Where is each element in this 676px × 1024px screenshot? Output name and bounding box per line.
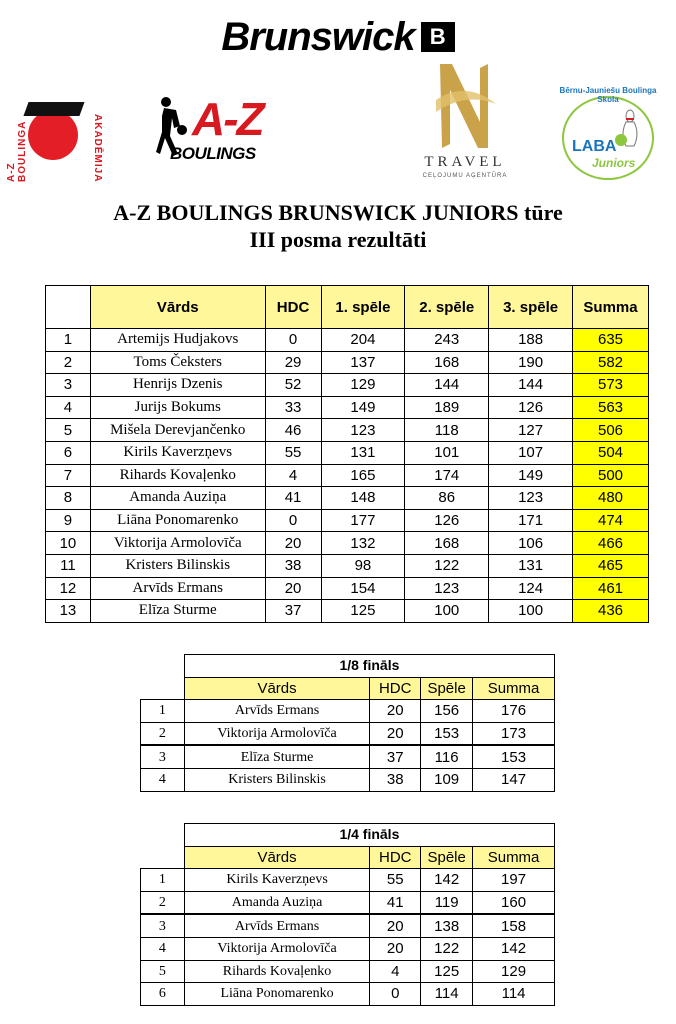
game-2-cell: 243: [405, 329, 489, 352]
boulings-logo-text: BOULINGS: [170, 144, 256, 163]
place-cell: 4: [141, 937, 185, 960]
brunswick-b-box: [421, 22, 455, 52]
header-spacer: [141, 677, 185, 700]
name-cell: Kristers Bilinskis: [184, 768, 369, 791]
hdc-cell: 20: [370, 914, 421, 937]
final-8-header-sum: Summa: [473, 677, 555, 700]
header-spacer: [141, 846, 185, 869]
place-cell: 2: [141, 722, 185, 745]
laba-logo-arc-text: Bērnu-Jauniešu Boulinga Skola: [559, 86, 657, 104]
table-row: [46, 329, 649, 352]
game-3-cell: 131: [489, 554, 573, 577]
sum-cell: 563: [573, 396, 649, 419]
table-row: [46, 374, 649, 397]
game-3-cell: 126: [489, 396, 573, 419]
place-cell: 8: [46, 487, 91, 510]
final-4-header-row: [141, 846, 555, 869]
place-cell: 3: [141, 745, 185, 768]
sum-cell: 176: [473, 700, 555, 723]
game-3-cell: 188: [489, 329, 573, 352]
laba-logo-juniors: Juniors: [592, 156, 636, 170]
sum-cell: 142: [473, 937, 555, 960]
hdc-cell: 0: [265, 509, 321, 532]
game-3-cell: 127: [489, 419, 573, 442]
travel-logo-name: TRAVEL: [424, 154, 506, 170]
name-cell: Mišela Derevjančenko: [90, 419, 265, 442]
game-cell: 138: [421, 914, 473, 937]
sum-cell: 506: [573, 419, 649, 442]
hdc-cell: 55: [265, 441, 321, 464]
game-cell: 109: [421, 768, 473, 791]
hdc-cell: 41: [370, 891, 421, 914]
table-row: [141, 700, 555, 723]
game-2-cell: 144: [405, 374, 489, 397]
table-row: [141, 891, 555, 914]
game-cell: 119: [421, 891, 473, 914]
final-4-header-game: Spēle: [421, 846, 473, 869]
header-sum: Summa: [573, 286, 649, 329]
game-cell: 116: [421, 745, 473, 768]
hdc-cell: 38: [370, 768, 421, 791]
hdc-cell: 55: [370, 869, 421, 892]
caption-spacer: [141, 824, 185, 847]
place-cell: 3: [141, 914, 185, 937]
name-cell: Arvīds Ermans: [90, 577, 265, 600]
name-cell: Artemijs Hudjakovs: [90, 329, 265, 352]
place-cell: 2: [141, 891, 185, 914]
sponsor-logos: [0, 60, 676, 185]
place-cell: 13: [46, 600, 91, 623]
place-cell: 3: [46, 374, 91, 397]
header-hdc: HDC: [265, 286, 321, 329]
game-3-cell: 106: [489, 532, 573, 555]
place-cell: 11: [46, 554, 91, 577]
hdc-cell: 46: [265, 419, 321, 442]
game-cell: 114: [421, 983, 473, 1006]
sum-cell: 466: [573, 532, 649, 555]
table-row: [141, 768, 555, 791]
az-academy-logo: [4, 82, 112, 182]
game-3-cell: 144: [489, 374, 573, 397]
game-2-cell: 118: [405, 419, 489, 442]
game-2-cell: 126: [405, 509, 489, 532]
game-3-cell: 107: [489, 441, 573, 464]
hdc-cell: 38: [265, 554, 321, 577]
game-1-cell: 98: [321, 554, 405, 577]
final-8-header-name: Vārds: [184, 677, 369, 700]
place-cell: 1: [141, 869, 185, 892]
final-4-caption: 1/4 fināls: [184, 824, 554, 847]
final-4-header-sum: Summa: [473, 846, 555, 869]
page-title: [0, 199, 676, 253]
sum-cell: 582: [573, 351, 649, 374]
sum-cell: 436: [573, 600, 649, 623]
game-cell: 156: [421, 700, 473, 723]
hdc-cell: 20: [370, 722, 421, 745]
game-cell: 142: [421, 869, 473, 892]
results-header-row: [46, 286, 649, 329]
name-cell: Arvīds Ermans: [184, 914, 369, 937]
hdc-cell: 33: [265, 396, 321, 419]
table-row: [46, 532, 649, 555]
table-row: [46, 464, 649, 487]
laba-logo-name: LABA: [572, 138, 617, 155]
game-1-cell: 132: [321, 532, 405, 555]
az-logo-text: A-Z: [192, 93, 263, 145]
place-cell: 12: [46, 577, 91, 600]
hdc-cell: 4: [265, 464, 321, 487]
caption-spacer: [141, 655, 185, 678]
name-cell: Henrijs Dzenis: [90, 374, 265, 397]
brunswick-b-letter: B: [429, 24, 446, 49]
place-cell: 6: [141, 983, 185, 1006]
game-1-cell: 125: [321, 600, 405, 623]
final-8-caption: 1/8 fināls: [184, 655, 554, 678]
final-8-caption-row: [141, 655, 555, 678]
hdc-cell: 0: [370, 983, 421, 1006]
sum-cell: 474: [573, 509, 649, 532]
name-cell: Kristers Bilinskis: [90, 554, 265, 577]
table-row: [141, 745, 555, 768]
table-row: [46, 554, 649, 577]
game-2-cell: 101: [405, 441, 489, 464]
game-1-cell: 137: [321, 351, 405, 374]
game-1-cell: 148: [321, 487, 405, 510]
name-cell: Kirils Kaverzņevs: [90, 441, 265, 464]
game-2-cell: 189: [405, 396, 489, 419]
final-4-caption-row: [141, 824, 555, 847]
game-3-cell: 100: [489, 600, 573, 623]
sum-cell: 173: [473, 722, 555, 745]
game-2-cell: 174: [405, 464, 489, 487]
hdc-cell: 20: [370, 937, 421, 960]
table-row: [46, 600, 649, 623]
name-cell: Liāna Ponomarenko: [90, 509, 265, 532]
travel-logo-subtitle: CEĻOJUMU AĢENTŪRA: [422, 173, 508, 179]
name-cell: Rihards Kovaļenko: [90, 464, 265, 487]
header-name: Vārds: [90, 286, 265, 329]
header-game-1: 1. spēle: [321, 286, 405, 329]
name-cell: Arvīds Ermans: [184, 700, 369, 723]
place-cell: 10: [46, 532, 91, 555]
sum-cell: 504: [573, 441, 649, 464]
table-row: [46, 351, 649, 374]
sum-cell: 465: [573, 554, 649, 577]
game-2-cell: 168: [405, 351, 489, 374]
place-cell: 7: [46, 464, 91, 487]
table-row: [46, 577, 649, 600]
name-cell: Jurijs Bokums: [90, 396, 265, 419]
table-row: [141, 937, 555, 960]
table-row: [46, 487, 649, 510]
game-cell: 125: [421, 960, 473, 983]
sum-cell: 573: [573, 374, 649, 397]
title-line-1: A-Z BOULINGS BRUNSWICK JUNIORS tūre: [113, 200, 563, 225]
game-1-cell: 149: [321, 396, 405, 419]
table-row: [141, 914, 555, 937]
hdc-cell: 41: [265, 487, 321, 510]
place-cell: 6: [46, 441, 91, 464]
place-cell: 4: [46, 396, 91, 419]
header-blank-cell: [46, 286, 91, 329]
final-8-header-row: [141, 677, 555, 700]
table-row: [46, 509, 649, 532]
bowling-ball-face-icon: [28, 110, 78, 160]
sum-cell: 160: [473, 891, 555, 914]
sum-cell: 158: [473, 914, 555, 937]
header-game-2: 2. spēle: [405, 286, 489, 329]
game-2-cell: 123: [405, 577, 489, 600]
travel-agency-logo: [410, 60, 520, 185]
table-row: [46, 441, 649, 464]
table-row: [141, 722, 555, 745]
sum-cell: 480: [573, 487, 649, 510]
game-3-cell: 149: [489, 464, 573, 487]
results-table: [45, 285, 649, 623]
hdc-cell: 20: [265, 532, 321, 555]
table-row: [141, 869, 555, 892]
place-cell: 4: [141, 768, 185, 791]
hdc-cell: 0: [265, 329, 321, 352]
table-row: [46, 396, 649, 419]
game-cell: 153: [421, 722, 473, 745]
game-2-cell: 122: [405, 554, 489, 577]
name-cell: Viktorija Armolovīča: [90, 532, 265, 555]
table-row: [46, 419, 649, 442]
game-1-cell: 129: [321, 374, 405, 397]
sum-cell: 153: [473, 745, 555, 768]
sum-cell: 461: [573, 577, 649, 600]
game-1-cell: 177: [321, 509, 405, 532]
game-2-cell: 86: [405, 487, 489, 510]
name-cell: Viktorija Armolovīča: [184, 937, 369, 960]
game-1-cell: 131: [321, 441, 405, 464]
name-cell: Toms Čeksters: [90, 351, 265, 374]
bowling-pin-icon: [614, 108, 640, 148]
game-1-cell: 165: [321, 464, 405, 487]
final-8-table: [140, 654, 555, 792]
final-4-table: [140, 823, 555, 1006]
sum-cell: 147: [473, 768, 555, 791]
final-4-header-name: Vārds: [184, 846, 369, 869]
game-2-cell: 100: [405, 600, 489, 623]
graduation-cap-icon: [23, 102, 84, 116]
hdc-cell: 20: [370, 700, 421, 723]
game-2-cell: 168: [405, 532, 489, 555]
place-cell: 1: [46, 329, 91, 352]
sum-cell: 500: [573, 464, 649, 487]
sum-cell: 197: [473, 869, 555, 892]
brunswick-wordmark: Brunswick: [221, 14, 415, 59]
table-row: [141, 960, 555, 983]
name-cell: Elīza Sturme: [90, 600, 265, 623]
hdc-cell: 52: [265, 374, 321, 397]
academy-logo-text-right: AKADĒMIJA: [92, 114, 103, 183]
name-cell: Kirils Kaverzņevs: [184, 869, 369, 892]
place-cell: 5: [141, 960, 185, 983]
place-cell: 9: [46, 509, 91, 532]
game-cell: 122: [421, 937, 473, 960]
place-cell: 5: [46, 419, 91, 442]
academy-logo-text-left: A-Z BOULINGA: [6, 120, 28, 182]
game-3-cell: 171: [489, 509, 573, 532]
game-1-cell: 204: [321, 329, 405, 352]
az-boulings-logo: [152, 92, 300, 172]
sum-cell: 635: [573, 329, 649, 352]
hdc-cell: 37: [370, 745, 421, 768]
final-4-header-hdc: HDC: [370, 846, 421, 869]
name-cell: Liāna Ponomarenko: [184, 983, 369, 1006]
final-8-header-game: Spēle: [421, 677, 473, 700]
hdc-cell: 20: [265, 577, 321, 600]
sum-cell: 114: [473, 983, 555, 1006]
hdc-cell: 4: [370, 960, 421, 983]
laba-juniors-logo: [554, 86, 662, 186]
hdc-cell: 29: [265, 351, 321, 374]
table-row: [141, 983, 555, 1006]
place-cell: 1: [141, 700, 185, 723]
game-1-cell: 154: [321, 577, 405, 600]
place-cell: 2: [46, 351, 91, 374]
header-game-3: 3. spēle: [489, 286, 573, 329]
game-3-cell: 123: [489, 487, 573, 510]
gold-n-emblem-icon: [434, 60, 498, 152]
name-cell: Elīza Sturme: [184, 745, 369, 768]
game-3-cell: 190: [489, 351, 573, 374]
name-cell: Amanda Auziņa: [90, 487, 265, 510]
name-cell: Rihards Kovaļenko: [184, 960, 369, 983]
title-line-2: III posma rezultāti: [249, 227, 427, 252]
hdc-cell: 37: [265, 600, 321, 623]
game-3-cell: 124: [489, 577, 573, 600]
name-cell: Amanda Auziņa: [184, 891, 369, 914]
sum-cell: 129: [473, 960, 555, 983]
final-8-header-hdc: HDC: [370, 677, 421, 700]
name-cell: Viktorija Armolovīča: [184, 722, 369, 745]
brunswick-logo: [0, 14, 676, 60]
game-1-cell: 123: [321, 419, 405, 442]
